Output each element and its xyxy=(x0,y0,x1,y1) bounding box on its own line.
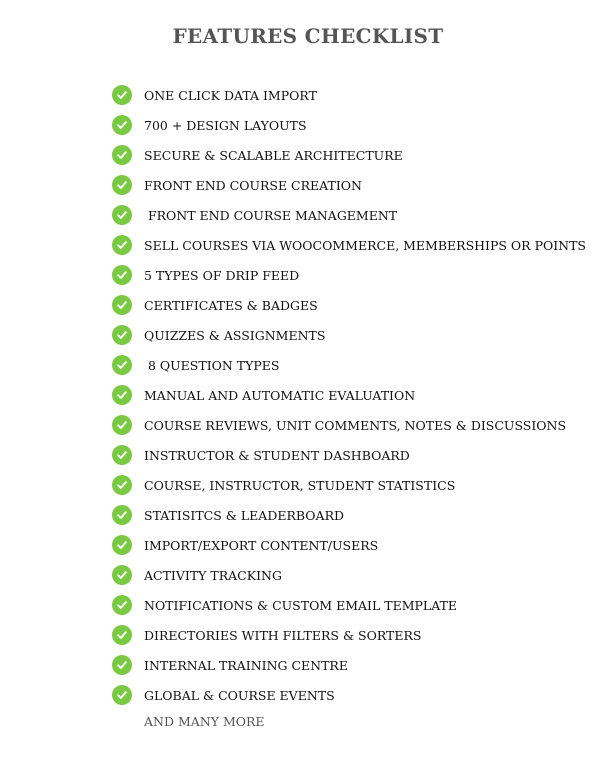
feature-label: SECURE & SCALABLE ARCHITECTURE xyxy=(144,147,403,163)
check-circle-icon xyxy=(112,625,132,645)
check-circle-icon xyxy=(112,445,132,465)
check-circle-icon xyxy=(112,115,132,135)
feature-label: FRONT END COURSE MANAGEMENT xyxy=(144,207,398,223)
feature-label: CERTIFICATES & BADGES xyxy=(144,297,318,313)
feature-label: IMPORT/EXPORT CONTENT/USERS xyxy=(144,537,379,553)
feature-item xyxy=(112,470,586,500)
check-circle-icon xyxy=(112,565,132,585)
features-list xyxy=(112,80,586,710)
feature-label: 8 QUESTION TYPES xyxy=(144,357,280,373)
and-many-more-text: AND MANY MORE xyxy=(144,714,265,729)
check-circle-icon xyxy=(112,595,132,615)
feature-item xyxy=(112,380,586,410)
feature-item xyxy=(112,80,586,110)
check-circle-icon xyxy=(112,685,132,705)
feature-label: STATISITCS & LEADERBOARD xyxy=(144,507,345,523)
feature-item xyxy=(112,290,586,320)
feature-item xyxy=(112,650,586,680)
feature-label: QUIZZES & ASSIGNMENTS xyxy=(144,327,326,343)
check-circle-icon xyxy=(112,145,132,165)
feature-item xyxy=(112,530,586,560)
check-circle-icon xyxy=(112,535,132,555)
check-circle-icon xyxy=(112,205,132,225)
check-circle-icon xyxy=(112,355,132,375)
feature-item xyxy=(112,200,586,230)
feature-label: INTERNAL TRAINING CENTRE xyxy=(144,657,348,673)
page-title: FEATURES CHECKLIST xyxy=(172,24,444,48)
feature-label: DIRECTORIES WITH FILTERS & SORTERS xyxy=(144,627,422,643)
feature-item xyxy=(112,140,586,170)
feature-label: MANUAL AND AUTOMATIC EVALUATION xyxy=(144,387,416,403)
feature-label: SELL COURSES VIA WOOCOMMERCE, MEMBERSHIPS OR POINTS xyxy=(144,237,586,253)
feature-item xyxy=(112,500,586,530)
feature-item xyxy=(112,410,586,440)
check-circle-icon xyxy=(112,175,132,195)
check-circle-icon xyxy=(112,85,132,105)
check-circle-icon xyxy=(112,505,132,525)
feature-item xyxy=(112,680,586,710)
feature-item xyxy=(112,260,586,290)
feature-item xyxy=(112,230,586,260)
feature-item xyxy=(112,440,586,470)
feature-item xyxy=(112,350,586,380)
feature-label: GLOBAL & COURSE EVENTS xyxy=(144,687,335,703)
check-circle-icon xyxy=(112,235,132,255)
check-circle-icon xyxy=(112,295,132,315)
feature-label: NOTIFICATIONS & CUSTOM EMAIL TEMPLATE xyxy=(144,597,458,613)
check-circle-icon xyxy=(112,265,132,285)
feature-label: COURSE, INSTRUCTOR, STUDENT STATISTICS xyxy=(144,477,456,493)
feature-label: ACTIVITY TRACKING xyxy=(144,567,282,583)
feature-item xyxy=(112,320,586,350)
feature-label: ONE CLICK DATA IMPORT xyxy=(144,87,317,103)
feature-label: FRONT END COURSE CREATION xyxy=(144,177,362,193)
check-circle-icon xyxy=(112,475,132,495)
feature-item xyxy=(112,170,586,200)
feature-item xyxy=(112,110,586,140)
check-circle-icon xyxy=(112,415,132,435)
feature-item xyxy=(112,560,586,590)
feature-item xyxy=(112,590,586,620)
check-circle-icon xyxy=(112,325,132,345)
check-circle-icon xyxy=(112,385,132,405)
feature-label: 5 TYPES OF DRIP FEED xyxy=(144,267,300,283)
check-circle-icon xyxy=(112,655,132,675)
feature-item xyxy=(112,620,586,650)
feature-label: 700 + DESIGN LAYOUTS xyxy=(144,117,307,133)
feature-label: COURSE REVIEWS, UNIT COMMENTS, NOTES & DISCUSSIONS xyxy=(144,417,567,433)
feature-label: INSTRUCTOR & STUDENT DASHBOARD xyxy=(144,447,410,463)
